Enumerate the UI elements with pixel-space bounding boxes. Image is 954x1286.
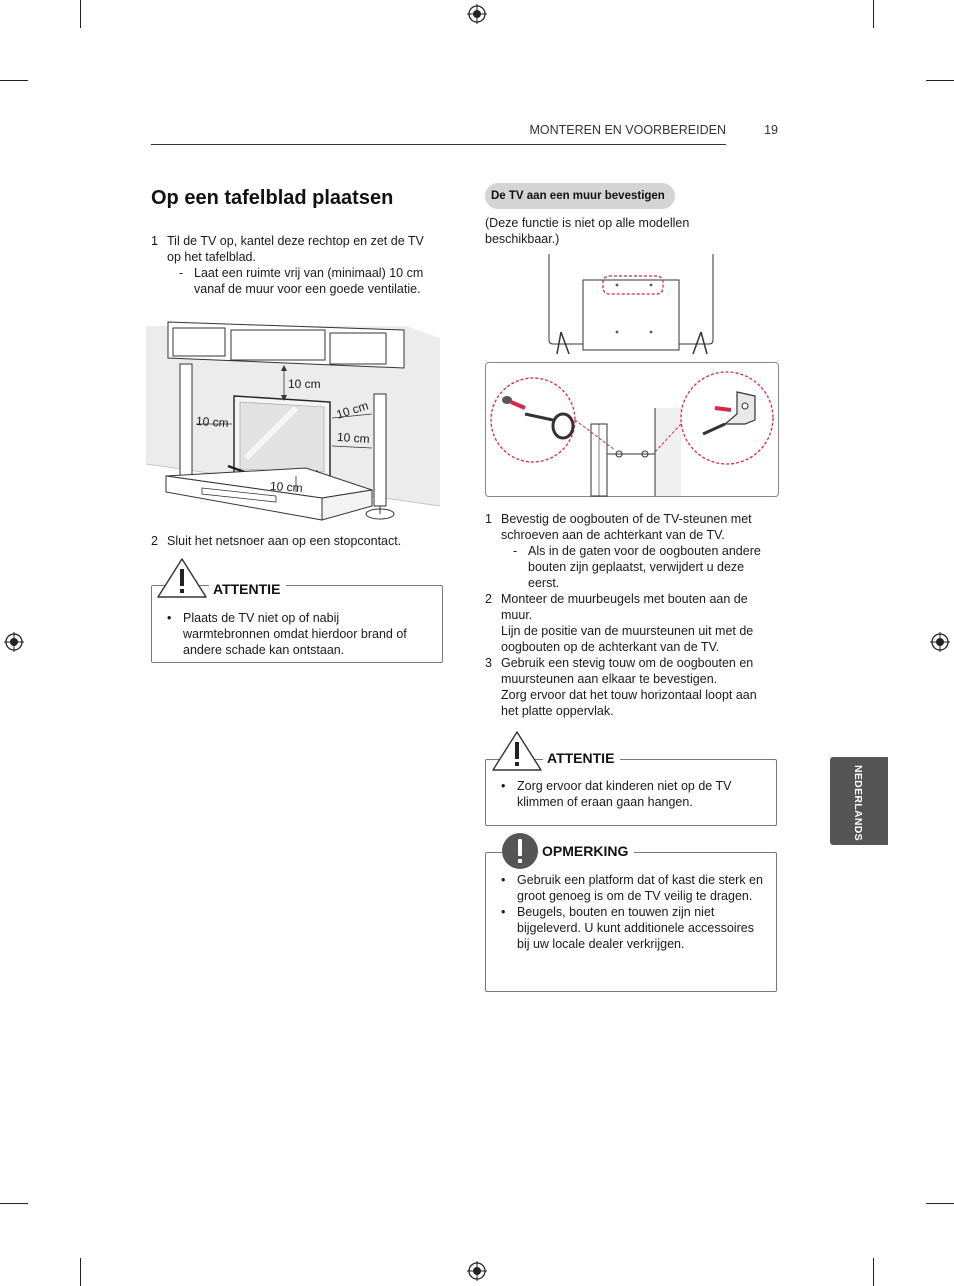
registration-mark-icon	[4, 632, 24, 652]
language-tab: NEDERLANDS	[830, 757, 888, 845]
warning-triangle-icon	[156, 557, 208, 599]
dim-bottom: 10 cm	[269, 478, 304, 496]
list-item: • Zorg ervoor dat kinderen niet op de TV klimmen of eraan gaan hangen.	[501, 778, 763, 810]
header-section-title: MONTEREN EN VOORBEREIDEN	[529, 123, 726, 137]
crop-mark	[926, 1203, 954, 1204]
crop-mark	[926, 80, 954, 81]
header-rule	[151, 144, 726, 145]
caution-title-left: ATTENTIE	[209, 581, 286, 597]
list-item: • Plaats de TV niet op of nabij warmtebronnen omdat hierdoor brand of andere schade kan ontstaan.	[167, 610, 429, 658]
availability-note: (Deze functie is niet op alle modellen beschikbaar.)	[485, 216, 690, 246]
dim-left: 10 cm	[195, 413, 230, 431]
exclamation-note-icon	[500, 831, 540, 871]
registration-mark-icon	[930, 632, 950, 652]
dim-right-upper: 10 cm	[334, 398, 371, 422]
caution-title-right: ATTENTIE	[543, 750, 620, 766]
tv-back-figure	[547, 254, 715, 356]
registration-mark-icon	[467, 4, 487, 24]
note-title: OPMERKING	[538, 843, 634, 859]
step-3-right: 3 Gebruik een stevig touw om de oogbouten en muursteunen aan elkaar te bevestigen. Zorg ervoor dat het touw horizontaal loopt aan het platte oppervlak.	[485, 656, 757, 718]
page-title: Op een tafelblad plaatsen	[151, 187, 394, 209]
page-number: 19	[764, 123, 778, 137]
list-item: • Gebruik een platform dat of kast die sterk en groot genoeg is om de TV veilig te dragen.	[501, 872, 763, 904]
registration-mark-icon	[467, 1261, 487, 1281]
section-pill: De TV aan een muur bevestigen	[485, 183, 675, 209]
crop-mark	[0, 1203, 28, 1204]
mount-steps	[485, 511, 775, 719]
step-1-right: 1 Bevestig de oogbouten of de TV-steunen met schroeven aan de achterkant van de TV. - Als in de gaten voor de oogbouten andere bouten zijn geplaatst, verwijdert u deze eerst.	[485, 511, 775, 591]
step-2-right: 2 Monteer de muurbeugels met bouten aan de muur. Lijn de positie van de muursteunen uit met de oogbouten op de achterkant van de TV.	[485, 592, 754, 654]
crop-mark	[0, 80, 28, 81]
step-1-text: Til de TV op, kantel deze rechtop en zet de TV op het tafelblad.	[167, 234, 424, 264]
step-1: 1 Til de TV op, kantel deze rechtop en zet de TV op het tafelblad. - Laat een ruimte vrij van (minimaal) 10 cm vanaf de muur voor een goede ventilatie.	[151, 233, 441, 297]
step-1-right-sub: - Als in de gaten voor de oogbouten andere bouten zijn geplaatst, verwijdert u deze eerst.	[513, 544, 761, 590]
list-item: • Beugels, bouten en touwen zijn niet bijgeleverd. U kunt additionele accessoires bij uw locale dealer verkrijgen.	[501, 904, 763, 952]
note-list	[501, 872, 763, 952]
caution-list-right	[501, 778, 763, 810]
dim-right-lower: 10 cm	[336, 429, 371, 447]
wall-mount-figure	[485, 362, 779, 497]
crop-mark	[80, 0, 81, 28]
crop-mark	[873, 0, 874, 28]
step-2: 2 Sluit het netsnoer aan op een stopcontact.	[151, 534, 402, 548]
dim-top: 10 cm	[288, 377, 321, 391]
crop-mark	[80, 1258, 81, 1286]
caution-list-left	[167, 610, 429, 658]
step-1-sub: - Laat een ruimte vrij van (minimaal) 10 cm vanaf de muur voor een goede ventilatie.	[179, 266, 424, 296]
crop-mark	[873, 1258, 874, 1286]
warning-triangle-icon	[491, 730, 543, 772]
